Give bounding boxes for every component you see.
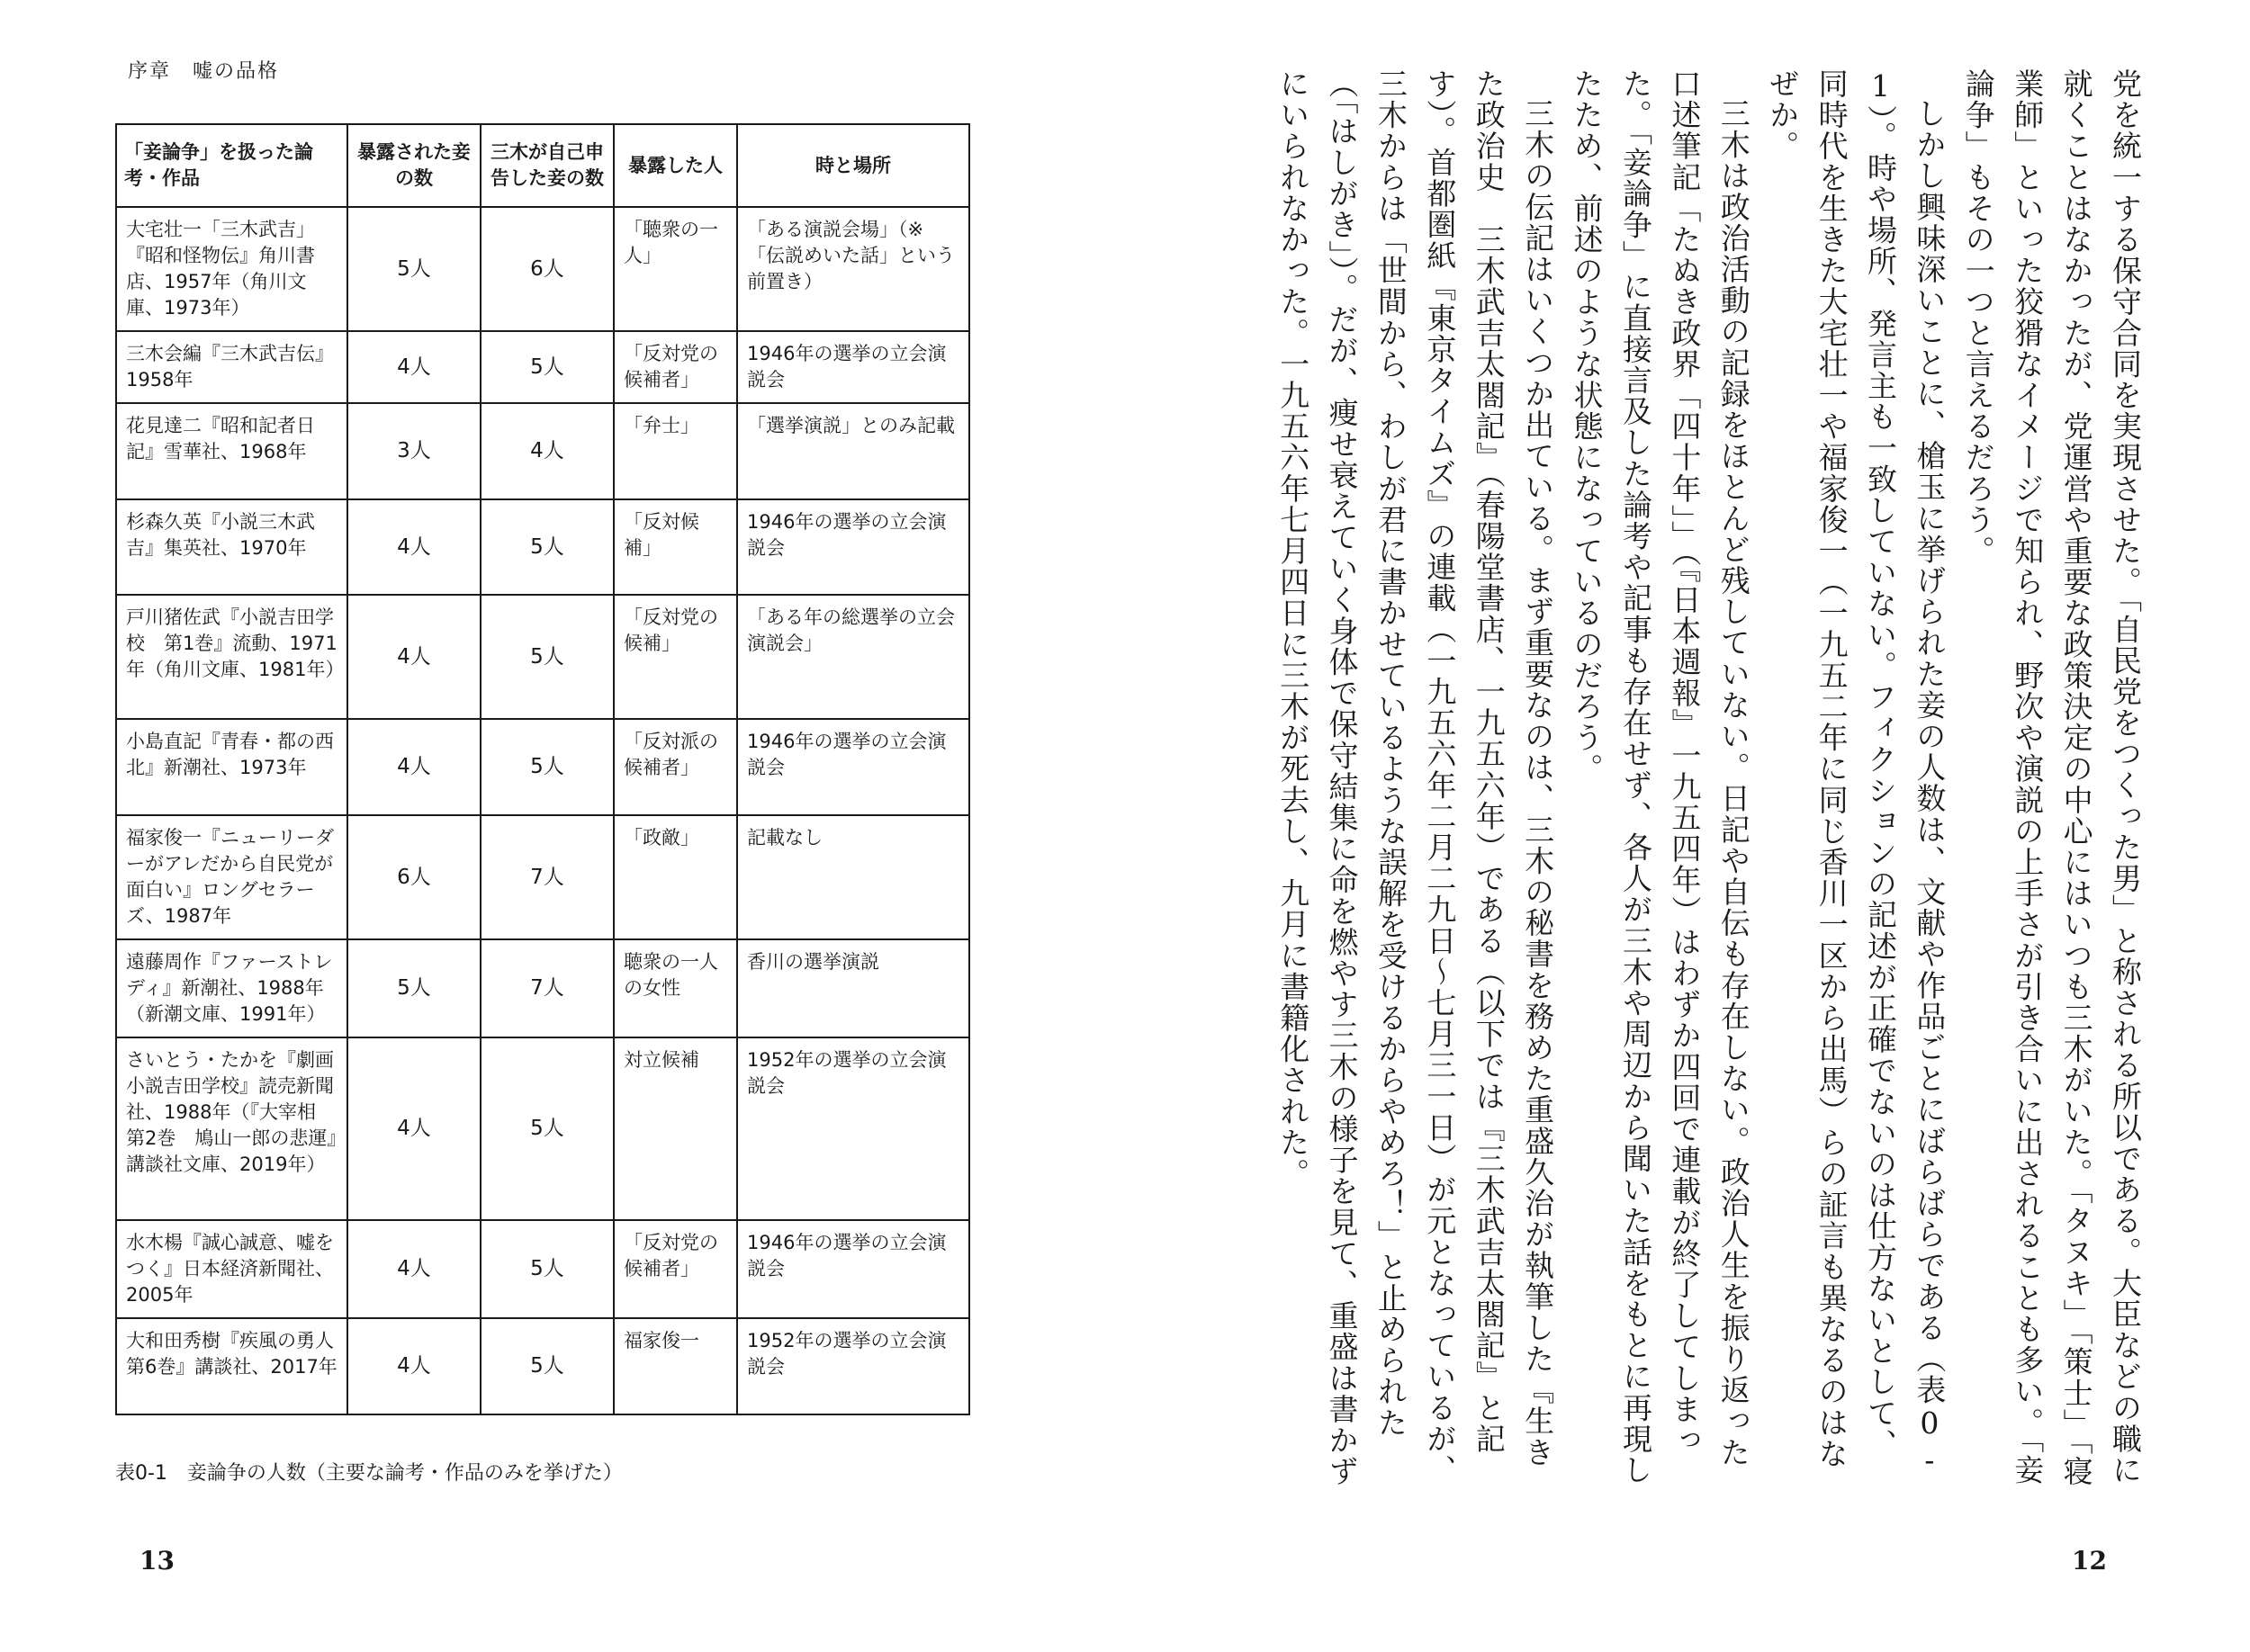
cell-work: 戸川猪佐武『小説吉田学校 第1巻』流動、1971年（角川文庫、1981年）	[116, 595, 347, 719]
paragraph: しかし興味深いことに、槍玉に挙げられた妾の人数は、文献や作品ごとにばらばらである（表0-1）。時や場所、発言主も一致していない。フィクションの記述が正確でないのは仕方ないとして、同時代を生きた大宅壮一や福家俊一（一九五二年に同じ香川一区から出馬）らの証言も異なるのはなぜか。	[1765, 68, 1948, 1479]
page-number-right: 12	[2072, 1546, 2107, 1576]
header-exposed-count: 暴露された妾の数	[347, 124, 481, 207]
cell-exposed: 6人	[347, 815, 481, 939]
cell-self: 7人	[481, 939, 614, 1037]
table-row	[116, 331, 969, 403]
cell-exposed: 4人	[347, 595, 481, 719]
cell-self: 5人	[481, 1220, 614, 1318]
cell-exposer: 対立候補	[614, 1037, 737, 1220]
cell-time-place: 香川の選挙演説	[737, 939, 969, 1037]
cell-time-place: 1946年の選挙の立会演説会	[737, 499, 969, 595]
cell-exposer: 「反対候補」	[614, 499, 737, 595]
table-row	[116, 207, 969, 331]
cell-time-place: 記載なし	[737, 815, 969, 939]
cell-time-place: 1952年の選挙の立会演説会	[737, 1037, 969, 1220]
cell-time-place: 「ある演説会場」（※「伝説めいた話」という前置き）	[737, 207, 969, 331]
cell-exposed: 4人	[347, 331, 481, 403]
table-row	[116, 595, 969, 719]
cell-exposer: 「反対党の候補」	[614, 595, 737, 719]
data-table	[115, 123, 970, 1415]
cell-self: 5人	[481, 1318, 614, 1414]
running-head: 序章 嘘の品格	[128, 60, 280, 83]
cell-self: 5人	[481, 1037, 614, 1220]
cell-exposed: 4人	[347, 719, 481, 815]
cell-work: 小島直記『青春・都の西北』新潮社、1973年	[116, 719, 347, 815]
table-row	[116, 939, 969, 1037]
paragraph: 三木の伝記はいくつか出ている。まず重要なのは、三木の秘書を務めた重盛久治が執筆した『生きた政治史 三木武吉太閤記』（春陽堂書店、一九五六年）である（以下では『三木武吉太閤記』と記す）。首都圏紙『東京タイムズ』の連載（一九五六年二月二九日～七月三一日）が元となっているが、三木からは「世間から、わしが君に書かせているような誤解を受けるからやめろ！」と止められた（「はしがき」）。だが、痩せ衰えていく身体で保守結集に命を燃やす三木の様子を見て、重盛は書かずにいられなかった。一九五六年七月四日に三木が死去し、九月に書籍化された。	[1275, 68, 1556, 1487]
cell-self: 5人	[481, 499, 614, 595]
cell-work: 三木会編『三木武吉伝』1958年	[116, 331, 347, 403]
cell-exposer: 「聴衆の一人」	[614, 207, 737, 331]
body-text	[1268, 68, 2149, 1490]
cell-exposed: 4人	[347, 1037, 481, 1220]
cell-time-place: 1946年の選挙の立会演説会	[737, 331, 969, 403]
cell-exposed: 4人	[347, 1220, 481, 1318]
cell-exposer: 「反対党の候補者」	[614, 1220, 737, 1318]
cell-time-place: 1946年の選挙の立会演説会	[737, 1220, 969, 1318]
page-number-left: 13	[140, 1546, 175, 1576]
cell-work: 花見達二『昭和記者日記』雪華社、1968年	[116, 403, 347, 499]
table-row	[116, 719, 969, 815]
cell-exposed: 4人	[347, 1318, 481, 1414]
right-page	[1125, 0, 2250, 1652]
cell-self: 5人	[481, 719, 614, 815]
header-works: 「妾論争」を扱った論考・作品	[116, 124, 347, 207]
paragraph: 党を統一する保守合同を実現させた。「自民党をつくった男」と称される所以である。大臣などの職に就くことはなかったが、党運営や重要な政策決定の中心にはいつも三木がいた。「タヌキ」「策士」「寝業師」といった狡猾なイメージで知られ、野次や演説の上手さが引き合いに出されることも多い。「妾論争」もその一つと言えるだろう。	[1960, 68, 2143, 1487]
table-row	[116, 1318, 969, 1414]
header-time-place: 時と場所	[737, 124, 969, 207]
table-row	[116, 815, 969, 939]
cell-self: 5人	[481, 595, 614, 719]
cell-time-place: 「ある年の総選挙の立会演説会」	[737, 595, 969, 719]
cell-work: 大和田秀樹『疾風の勇人 第6巻』講談社、2017年	[116, 1318, 347, 1414]
cell-exposer: 「弁士」	[614, 403, 737, 499]
table-row	[116, 499, 969, 595]
cell-exposer: 聴衆の一人の女性	[614, 939, 737, 1037]
cell-exposer: 「政敵」	[614, 815, 737, 939]
table-caption: 表0-1 妾論争の人数（主要な論考・作品のみを挙げた）	[115, 1462, 623, 1485]
cell-work: 福家俊一『ニューリーダーがアレだから自民党が面白い』ロングセラーズ、1987年	[116, 815, 347, 939]
paragraph: 三木は政治活動の記録をほとんど残していない。日記や自伝も存在しない。政治人生を振り返った口述筆記「たぬき政界「四十年」」（『日本週報』一九五四年）はわずか四回で連載が終了してしまった。「妾論争」に直接言及した論考や記事も存在せず、各人が三木や周辺から聞いた話をもとに再現したため、前述のような状態になっているのだろう。	[1569, 68, 1751, 1486]
cell-self: 4人	[481, 403, 614, 499]
cell-self: 7人	[481, 815, 614, 939]
cell-time-place: 1946年の選挙の立会演説会	[737, 719, 969, 815]
cell-exposed: 5人	[347, 939, 481, 1037]
cell-work: 杉森久英『小説三木武吉』集英社、1970年	[116, 499, 347, 595]
cell-exposer: 「反対派の候補者」	[614, 719, 737, 815]
cell-exposed: 4人	[347, 499, 481, 595]
header-self-reported-count: 三木が自己申告した妾の数	[481, 124, 614, 207]
cell-time-place: 「選挙演説」とのみ記載	[737, 403, 969, 499]
cell-exposed: 5人	[347, 207, 481, 331]
cell-exposed: 3人	[347, 403, 481, 499]
table-header-row	[116, 124, 969, 207]
cell-self: 6人	[481, 207, 614, 331]
cell-work: 大宅壮一「三木武吉」『昭和怪物伝』角川書店、1957年（角川文庫、1973年）	[116, 207, 347, 331]
cell-work: 遠藤周作『ファーストレディ』新潮社、1988年（新潮文庫、1991年）	[116, 939, 347, 1037]
cell-self: 5人	[481, 331, 614, 403]
header-exposer: 暴露した人	[614, 124, 737, 207]
table-row	[116, 1037, 969, 1220]
cell-time-place: 1952年の選挙の立会演説会	[737, 1318, 969, 1414]
cell-exposer: 福家俊一	[614, 1318, 737, 1414]
cell-work: 水木楊『誠心誠意、嘘をつく』日本経済新聞社、2005年	[116, 1220, 347, 1318]
table-row	[116, 403, 969, 499]
cell-work: さいとう・たかを『劇画 小説吉田学校』読売新聞社、1988年（『大宰相 第2巻 鳩山一郎の悲運』講談社文庫、2019年）	[116, 1037, 347, 1220]
cell-exposer: 「反対党の候補者」	[614, 331, 737, 403]
table-row	[116, 1220, 969, 1318]
